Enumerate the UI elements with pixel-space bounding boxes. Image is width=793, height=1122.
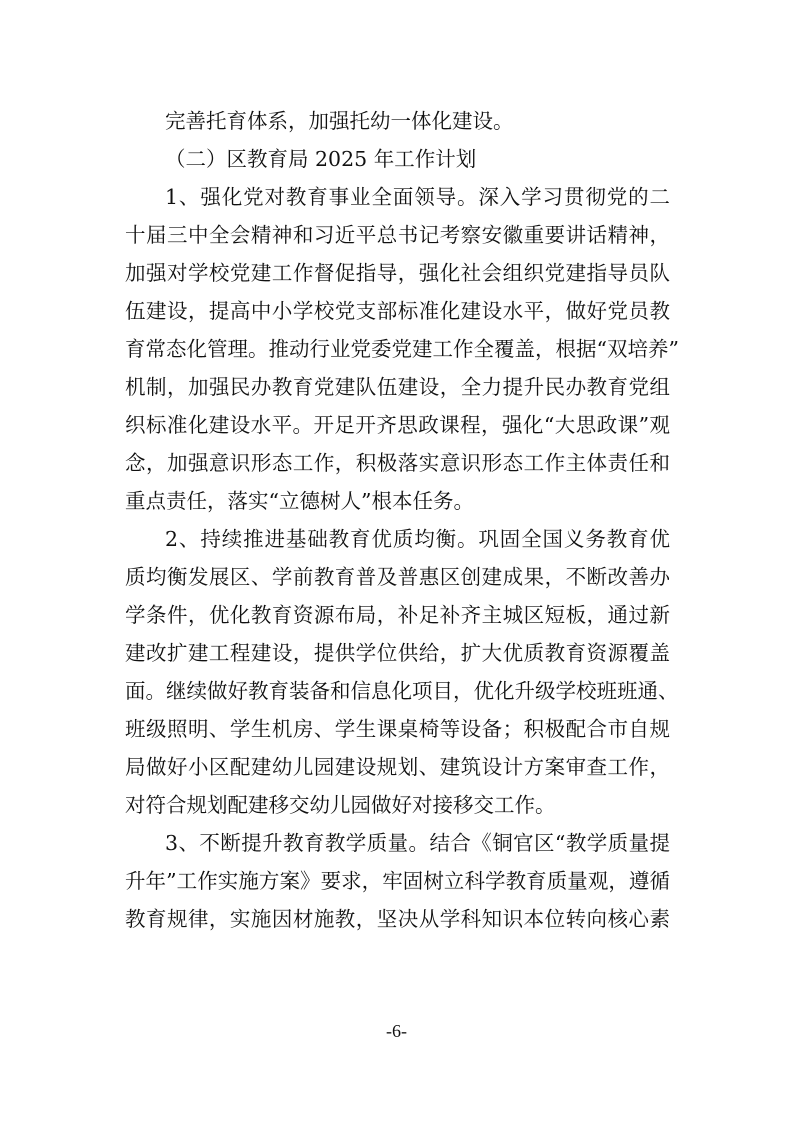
paragraph-line: 育常态化管理。推动行业党委党建工作全覆盖，根据“双培养” [125,337,679,361]
paragraph-line: 机制，加强民办教育党建队伍建设，全力提升民办教育党组 [125,375,670,399]
paragraph-line: 建改扩建工程建设，提供学位供给，扩大优质教育资源覆盖 [125,641,670,665]
paragraph-line: 2、持续推进基础教育优质均衡。巩固全国义务教育优 [165,527,670,551]
paragraph-line: 织标准化建设水平。开足开齐思政课程，强化“大思政课”观 [125,413,670,437]
paragraph-line: 完善托育体系，加强托幼一体化建设。 [165,109,514,133]
paragraph-line: 升年”工作实施方案》要求，牢固树立科学教育质量观，遵循 [125,869,670,893]
section-heading: （二）区教育局 2025 年工作计划 [165,147,477,171]
page-number: -6- [386,1021,407,1041]
paragraph-line: 学条件，优化教育资源布局，补足补齐主城区短板，通过新 [125,603,670,627]
paragraph-line: 班级照明、学生机房、学生课桌椅等设备；积极配合市自规 [125,717,670,741]
paragraph-line: 重点责任，落实“立德树人”根本任务。 [125,489,474,513]
paragraph-line: 伍建设，提高中小学校党支部标准化建设水平，做好党员教 [125,299,670,323]
paragraph-line: 3、不断提升教育教学质量。结合《铜官区“教学质量提 [165,831,670,855]
paragraph-line: 念，加强意识形态工作，积极落实意识形态工作主体责任和 [125,451,670,475]
paragraph-line: 对符合规划配建移交幼儿园做好对接移交工作。 [125,793,556,817]
paragraph-line: 质均衡发展区、学前教育普及普惠区创建成果，不断改善办 [125,565,670,589]
paragraph-line: 十届三中全会精神和习近平总书记考察安徽重要讲话精神， [125,223,670,247]
paragraph-line: 面。继续做好教育装备和信息化项目，优化升级学校班班通、 [125,679,679,703]
paragraph-line: 1、强化党对教育事业全面领导。深入学习贯彻党的二 [165,185,670,209]
paragraph-line: 加强对学校党建工作督促指导，强化社会组织党建指导员队 [125,261,670,285]
paragraph-line: 局做好小区配建幼儿园建设规划、建筑设计方案审查工作， [125,755,670,779]
paragraph-line: 教育规律，实施因材施教，坚决从学科知识本位转向核心素 [125,907,670,931]
